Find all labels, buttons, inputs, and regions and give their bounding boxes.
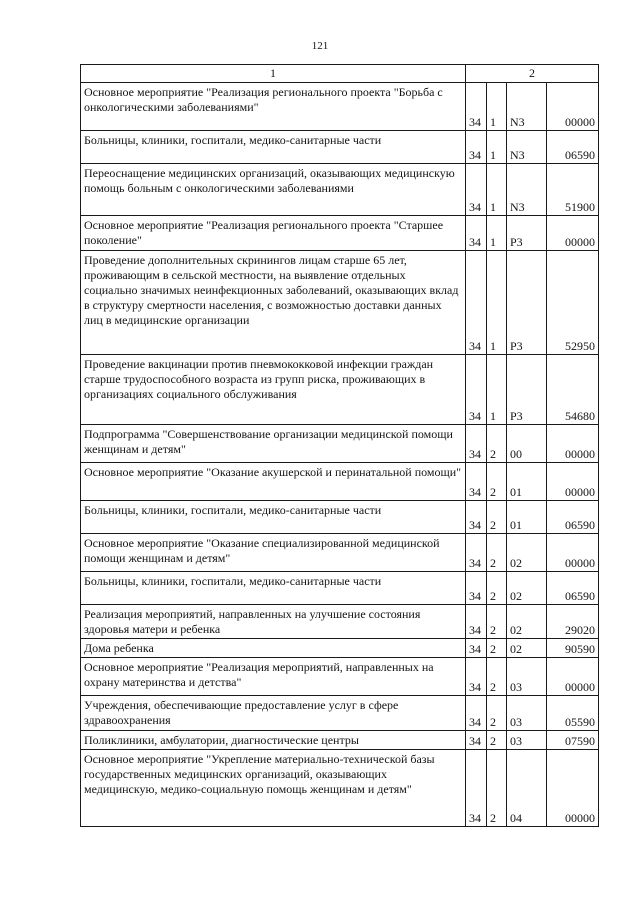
- code-direction: P3: [507, 216, 547, 251]
- code-expense: 00000: [547, 425, 599, 463]
- code-program: 34: [466, 216, 487, 251]
- code-expense: 00000: [547, 83, 599, 131]
- code-expense: 06590: [547, 501, 599, 534]
- table-row: [81, 425, 599, 463]
- code-expense: 52950: [547, 251, 599, 355]
- code-direction: 03: [507, 731, 547, 750]
- code-program: 34: [466, 750, 487, 827]
- code-direction: 01: [507, 501, 547, 534]
- code-program: 34: [466, 534, 487, 572]
- code-program: 34: [466, 164, 487, 216]
- code-direction: 04: [507, 750, 547, 827]
- code-program: 34: [466, 463, 487, 501]
- code-program: 34: [466, 83, 487, 131]
- row-description: Подпрограмма "Совершенствование организации медицинской помощи женщинам и детям": [81, 425, 466, 463]
- row-description: Поликлиники, амбулатории, диагностические центры: [81, 731, 466, 750]
- code-subprogram: 1: [487, 251, 507, 355]
- code-expense: 06590: [547, 131, 599, 164]
- row-description: Реализация мероприятий, направленных на улучшение состояния здоровья матери и ребенка: [81, 605, 466, 639]
- code-program: 34: [466, 355, 487, 425]
- table-row: [81, 605, 599, 639]
- table-row: [81, 216, 599, 251]
- table-row: [81, 251, 599, 355]
- table-row: [81, 696, 599, 731]
- code-expense: 51900: [547, 164, 599, 216]
- table-row: [81, 501, 599, 534]
- table-header-row: [81, 65, 599, 83]
- code-subprogram: 2: [487, 696, 507, 731]
- code-direction: 02: [507, 605, 547, 639]
- row-description: Переоснащение медицинских организаций, оказывающих медицинскую помощь больным с онкологическими заболеваниями: [81, 164, 466, 216]
- page-number: 121: [311, 40, 329, 52]
- code-direction: P3: [507, 355, 547, 425]
- code-direction: N3: [507, 83, 547, 131]
- row-description: Основное мероприятие "Реализация регионального проекта "Борьба с онкологическими заболеваниями": [81, 83, 466, 131]
- code-program: 34: [466, 639, 487, 658]
- code-direction: 02: [507, 639, 547, 658]
- code-program: 34: [466, 251, 487, 355]
- code-expense: 00000: [547, 534, 599, 572]
- table-row: [81, 534, 599, 572]
- row-description: Больницы, клиники, госпитали, медико-санитарные части: [81, 572, 466, 605]
- code-program: 34: [466, 696, 487, 731]
- code-direction: 02: [507, 572, 547, 605]
- code-program: 34: [466, 501, 487, 534]
- row-description: Дома ребенка: [81, 639, 466, 658]
- code-program: 34: [466, 572, 487, 605]
- code-subprogram: 2: [487, 750, 507, 827]
- row-description: Больницы, клиники, госпитали, медико-санитарные части: [81, 501, 466, 534]
- code-subprogram: 2: [487, 731, 507, 750]
- code-expense: 54680: [547, 355, 599, 425]
- code-program: 34: [466, 658, 487, 696]
- table-row: [81, 355, 599, 425]
- code-subprogram: 1: [487, 131, 507, 164]
- code-direction: N3: [507, 131, 547, 164]
- code-expense: 00000: [547, 658, 599, 696]
- code-program: 34: [466, 605, 487, 639]
- code-subprogram: 2: [487, 425, 507, 463]
- row-description: Основное мероприятие "Реализация регионального проекта "Старшее поколение": [81, 216, 466, 251]
- row-description: Основное мероприятие "Оказание акушерской и перинатальной помощи": [81, 463, 466, 501]
- table-row: [81, 731, 599, 750]
- table-row: [81, 463, 599, 501]
- table-row: [81, 750, 599, 827]
- code-expense: 00000: [547, 750, 599, 827]
- code-expense: 90590: [547, 639, 599, 658]
- code-direction: 02: [507, 534, 547, 572]
- row-description: Проведение вакцинации против пневмококковой инфекции граждан старше трудоспособного возраста из групп риска, проживающих в организациях социального обслуживания: [81, 355, 466, 425]
- code-expense: 06590: [547, 572, 599, 605]
- code-direction: 00: [507, 425, 547, 463]
- row-description: Основное мероприятие "Укрепление материально-технической базы государственных медицинских организаций, оказывающих медицинскую, медико-социальную помощь женщинам и детям": [81, 750, 466, 827]
- row-description: Больницы, клиники, госпитали, медико-санитарные части: [81, 131, 466, 164]
- code-program: 34: [466, 131, 487, 164]
- code-subprogram: 2: [487, 639, 507, 658]
- code-subprogram: 1: [487, 216, 507, 251]
- code-expense: 00000: [547, 216, 599, 251]
- table-row: [81, 83, 599, 131]
- row-description: Основное мероприятие "Оказание специализированной медицинской помощи женщинам и детям": [81, 534, 466, 572]
- code-direction: 03: [507, 696, 547, 731]
- table-body: [81, 65, 599, 827]
- code-direction: 01: [507, 463, 547, 501]
- code-program: 34: [466, 731, 487, 750]
- table-row: [81, 131, 599, 164]
- code-subprogram: 2: [487, 605, 507, 639]
- code-expense: 07590: [547, 731, 599, 750]
- row-description: Основное мероприятие "Реализация мероприятий, направленных на охрану материнства и детства": [81, 658, 466, 696]
- code-program: 34: [466, 425, 487, 463]
- code-subprogram: 2: [487, 658, 507, 696]
- code-direction: N3: [507, 164, 547, 216]
- row-description: Проведение дополнительных скринингов лицам старше 65 лет, проживающим в сельской местности, на выявление отдельных социально значимых неинфекционных заболеваний, оказывающих вклад в структуру смертности населения, с возможностью доставки данных лиц в медицинские организации: [81, 251, 466, 355]
- code-subprogram: 2: [487, 501, 507, 534]
- header-cell-codes: 2: [466, 65, 599, 83]
- code-subprogram: 1: [487, 164, 507, 216]
- code-subprogram: 2: [487, 572, 507, 605]
- table-row: [81, 658, 599, 696]
- header-cell-description: 1: [81, 65, 466, 83]
- code-subprogram: 1: [487, 355, 507, 425]
- code-subprogram: 1: [487, 83, 507, 131]
- code-subprogram: 2: [487, 534, 507, 572]
- code-direction: P3: [507, 251, 547, 355]
- code-expense: 05590: [547, 696, 599, 731]
- code-direction: 03: [507, 658, 547, 696]
- code-expense: 00000: [547, 463, 599, 501]
- row-description: Учреждения, обеспечивающие предоставление услуг в сфере здравоохранения: [81, 696, 466, 731]
- table-row: [81, 572, 599, 605]
- code-subprogram: 2: [487, 463, 507, 501]
- table-row: [81, 639, 599, 658]
- code-expense: 29020: [547, 605, 599, 639]
- table-row: [81, 164, 599, 216]
- budget-classification-table: [80, 64, 599, 827]
